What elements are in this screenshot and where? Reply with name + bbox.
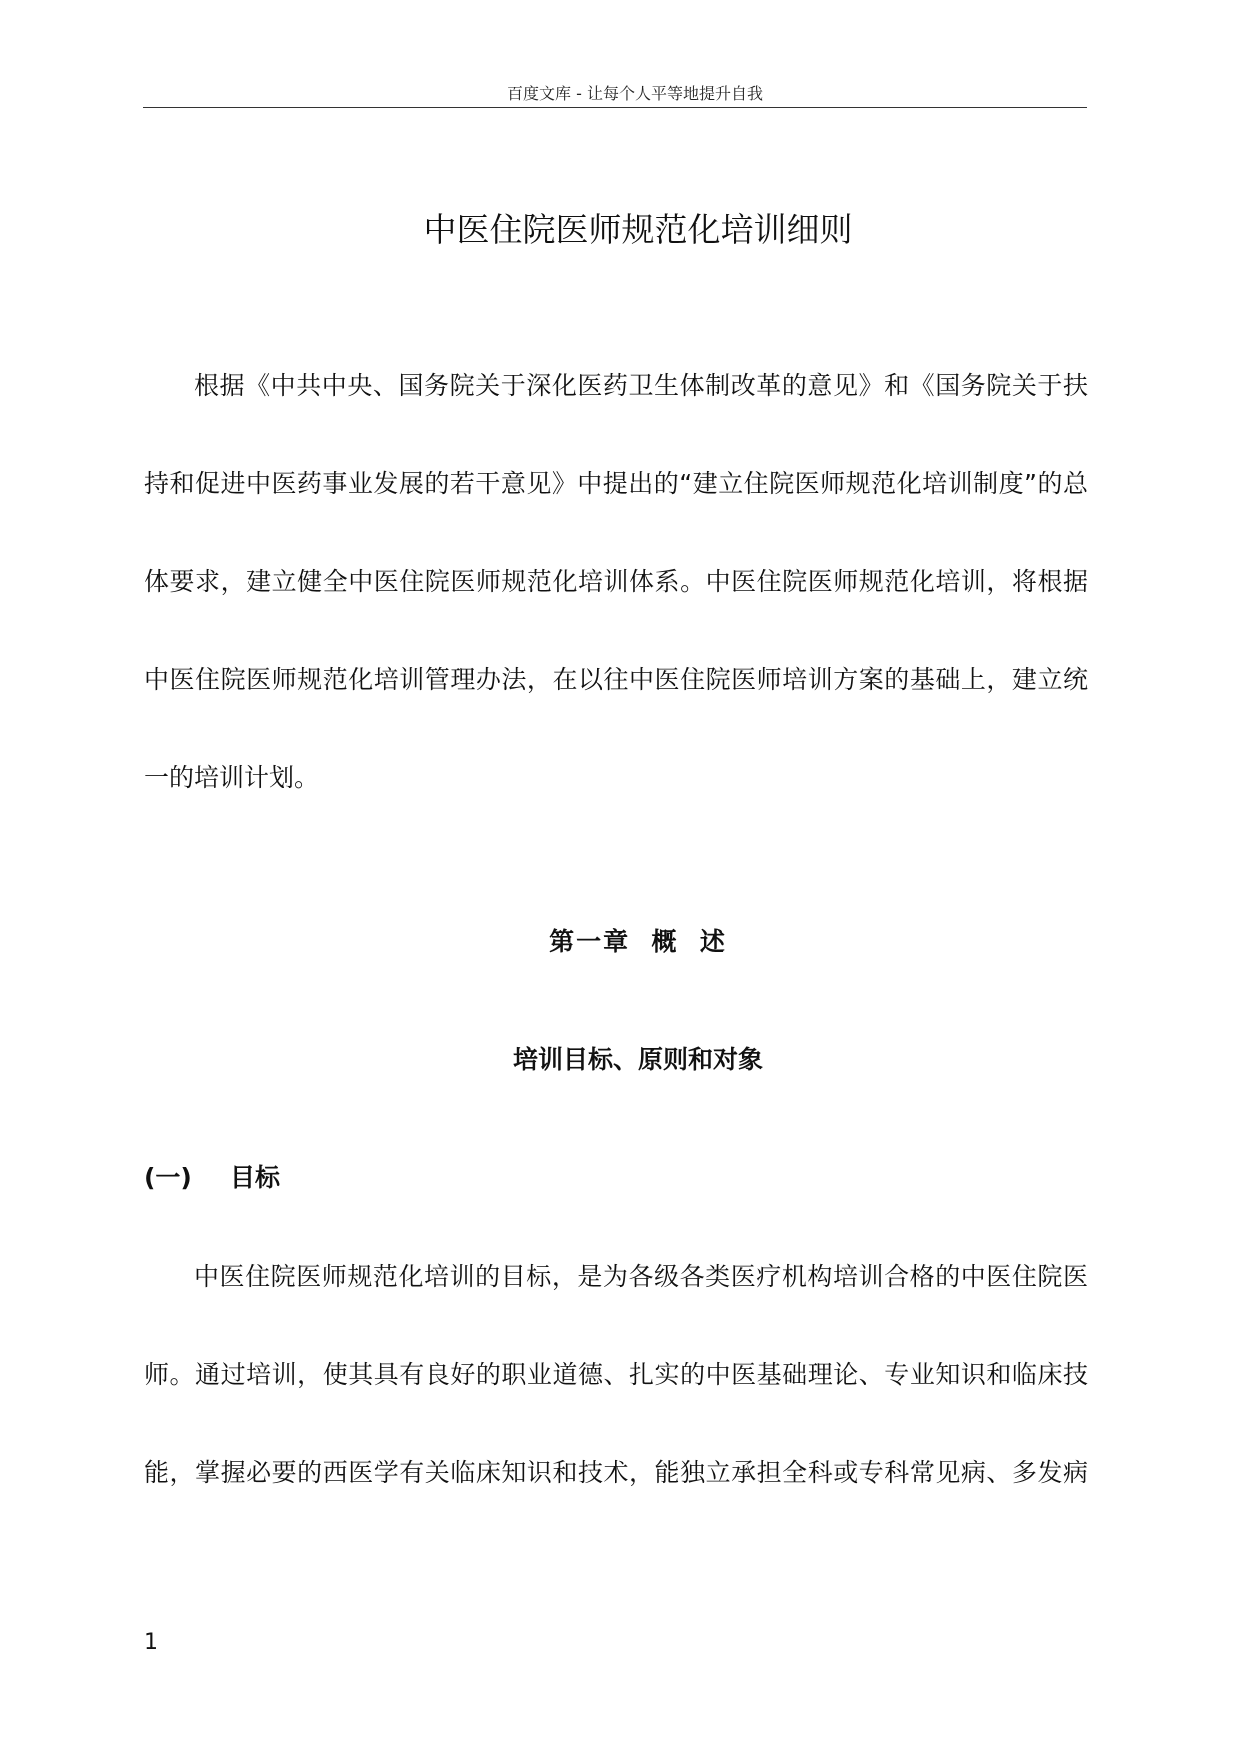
intro-line: 持和促进中医药事业发展的若干意见》中提出的“建立住院医师规范化培训制度”的总: [144, 469, 1088, 498]
header-rule: [143, 107, 1087, 108]
intro-paragraph: [144, 337, 1088, 827]
intro-line: 一的培训计划。: [144, 763, 320, 792]
goal-line: 中医住院医师规范化培训的目标，是为各级各类医疗机构培训合格的中医住院医: [194, 1262, 1088, 1291]
subsection-number: (一): [144, 1163, 192, 1192]
goal-paragraph: [144, 1228, 1088, 1522]
goal-line: 能，掌握必要的西医学有关临床知识和技术，能独立承担全科或专科常见病、多发病: [144, 1458, 1088, 1487]
intro-line: 根据《中共中央、国务院关于深化医药卫生体制改革的意见》和《国务院关于扶: [194, 371, 1088, 400]
goal-line: 师。通过培训，使其具有良好的职业道德、扎实的中医基础理论、专业知识和临床技: [144, 1360, 1088, 1389]
subsection-heading: [144, 1158, 280, 1198]
section-heading: 培训目标、原则和对象: [512, 1045, 763, 1074]
document-title: 中医住院医师规范化培训细则: [423, 210, 853, 249]
subsection-title: 目标: [230, 1163, 281, 1192]
running-header: 百度文库 - 让每个人平等地提升自我: [507, 84, 763, 103]
intro-line: 体要求，建立健全中医住院医师规范化培训体系。中医住院医师规范化培训，将根据: [144, 567, 1088, 596]
page-number: 1: [144, 1630, 158, 1655]
intro-line: 中医住院医师规范化培训管理办法，在以往中医住院医师培训方案的基础上，建立统: [144, 665, 1088, 694]
chapter-heading: 第一章 概 述: [549, 927, 727, 956]
